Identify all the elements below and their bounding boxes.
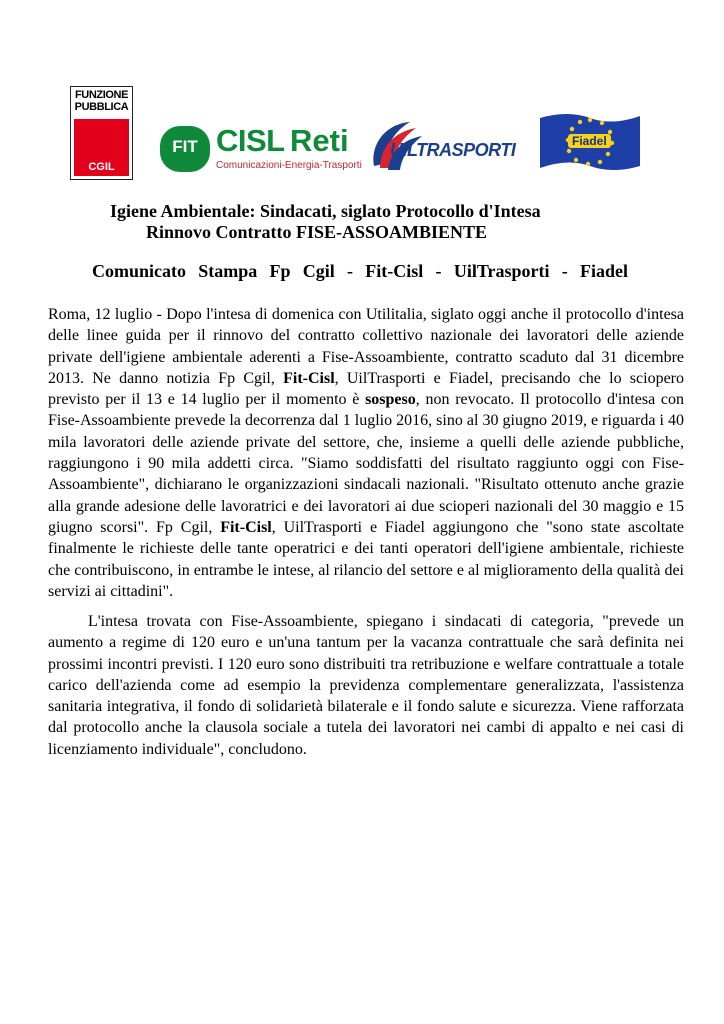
fit-reti-wordmark: Reti (290, 123, 349, 158)
p1-bold-sospeso: sospeso (365, 391, 416, 409)
title-line-1: Igiene Ambientale: Sindacati, siglato Protocollo d'Intesa (110, 201, 541, 221)
uiltrasporti-logo (366, 116, 516, 180)
p1-text-c: , UilTrasporti e Fiadel, precisando che lo sciopero previsto per il 13 e 14 luglio per il momento è (48, 369, 685, 409)
title-line-2: Rinnovo Contratto FISE-ASSOAMBIENTE (146, 222, 488, 242)
funzione-pubblica-cgil-logo (70, 86, 133, 180)
fit-cisl-wordmark: CISL (216, 123, 285, 158)
fp-logo-cgil: CGIL (88, 161, 115, 173)
p1-text-a: Roma, 12 luglio - Dopo l'intesa di domenica con Utilitalia, siglato oggi anche il protocollo d'intesa delle linee guida per il rinnovo del contratto collettivo nazionale dei lavoratori delle aziende private dell'igiene ambientale aderenti a Fise-Assoambiente, contratto scaduto dal 31 dicembre 2013. Ne danno notizia Fp Cgil, (48, 306, 684, 387)
p1-bold-fit-cisl-2: Fit-Cisl (220, 518, 272, 536)
press-release-subtitle: Comunicato Stampa Fp Cgil - Fit-Cisl - UilTrasporti - Fiadel (92, 261, 628, 281)
p1-bold-fit-cisl: Fit-Cisl (283, 369, 335, 387)
fp-logo-red-block (74, 119, 129, 176)
fit-badge: FIT (160, 126, 210, 172)
fp-logo-title: FUNZIONE PUBBLICA (74, 89, 129, 113)
paragraph-1 (48, 304, 684, 602)
fit-subtitle: Comunicazioni-Energia-Trasporti (216, 160, 362, 171)
fiadel-logo (538, 110, 642, 174)
p1-text-e: , non revocato. Il protocollo d'intesa con Fise-Assoambiente prevede la decorrenza dal 1 luglio 2016, sino al 30 giugno 2019, e riguarda i 40 mila lavoratori delle aziende private del settore, che, insieme a quelli delle aziende pubbliche, raggiungono i 90 mila addetti circa. "Siamo soddisfatti del risultato raggiunto oggi con Fise-Assoambiente", dichiarano le organizzazioni sindacali nazionali. "Risultato ottenuto anche grazie alla grande adesione delle lavoratrici e dei lavoratori ai due scioperi nazionali del 30 maggio e 15 giugno scorsi". Fp Cgil, (48, 391, 684, 536)
uil-wordmark: UILTRASPORTI (390, 140, 516, 160)
p1-text-g: , UilTrasporti e Fiadel aggiungono che "sono state ascoltate finalmente le richieste delle tante operatrici e dei tanti operatori dell'igiene ambientale, richieste che contribuiscono, in entrambe le intese, al rilancio del settore e al miglioramento della qualità dei servizi ai cittadini". (48, 518, 684, 600)
fit-cisl-reti-logo (160, 120, 360, 182)
fiadel-label: Fiadel (568, 134, 611, 148)
paragraph-2: L'intesa trovata con Fise-Assoambiente, spiegano i sindacati di categoria, "prevede un aumento a regime di 120 euro e un'una tantum per la vacanza contrattuale che sarà definita nei prossimi incontri previsti. I 120 euro sono distribuiti tra retribuzione e welfare contrattuale a totale carico dell'azienda come ad esempio la previdenza complementare generalizzata, l'assistenza sanitaria integrativa, il fondo di solidarietà bilaterale e il fondo salute e sicurezza. Viene rafforzata dal protocollo anche la clausola sociale a tutela dei lavoratori nei cambi di appalto e nei casi di licenziamento individuale", concludono. (48, 613, 684, 758)
